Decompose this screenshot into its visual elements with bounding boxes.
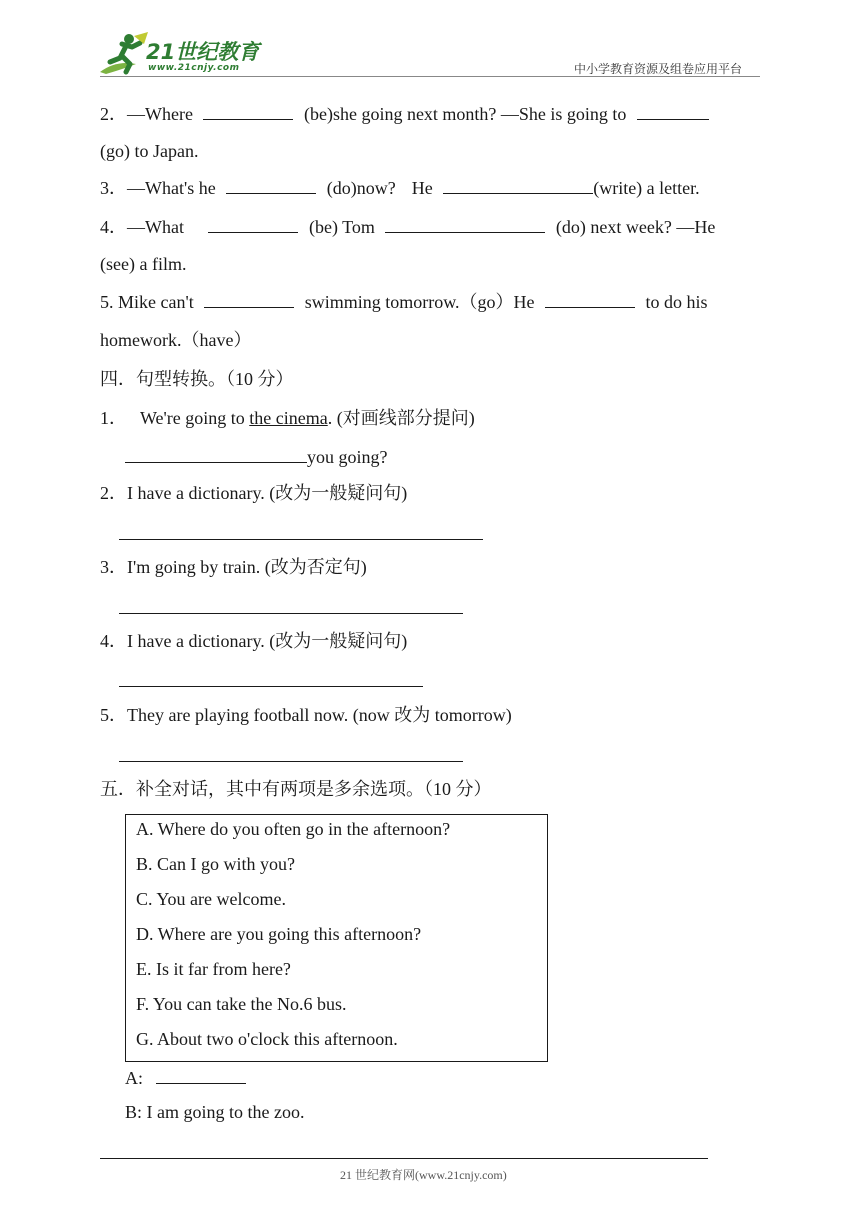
answer-blank[interactable] xyxy=(385,215,545,233)
question-5-cont: homework.（have） xyxy=(100,330,252,350)
transform-item-4: 4．I have a dictionary. (改为一般疑问句) xyxy=(100,631,408,651)
header-logo xyxy=(96,30,266,76)
answer-line[interactable] xyxy=(119,686,423,687)
footer-rule xyxy=(100,1158,708,1159)
question-number: 2． xyxy=(100,104,127,124)
dialog-line-b: B: I am going to the zoo. xyxy=(125,1102,305,1122)
answer-line[interactable] xyxy=(119,539,483,540)
answer-blank[interactable] xyxy=(443,176,593,194)
section-5-title: 五．补全对话，其中有两项是多余选项。（10 分） xyxy=(100,779,492,799)
header-right-text: 中小学教育资源及组卷应用平台 xyxy=(574,62,743,76)
answer-blank[interactable] xyxy=(545,290,635,308)
transform-item-1: 1． We're going to the cinema. (对画线部分提问) xyxy=(100,408,475,428)
dialog-line-a: A: xyxy=(125,1066,246,1089)
question-4: 4．—What (be) Tom (do) next week? —He xyxy=(100,217,716,237)
question-4-cont: (see) a film. xyxy=(100,254,187,274)
options-box xyxy=(125,814,548,1062)
option-b: B. Can I go with you? xyxy=(136,854,295,874)
question-number: 3． xyxy=(100,178,127,198)
option-f: F. You can take the No.6 bus. xyxy=(136,994,347,1014)
option-a: A. Where do you often go in the afternoon? xyxy=(136,819,451,839)
header-rule xyxy=(100,76,760,77)
answer-blank[interactable] xyxy=(156,1066,246,1084)
underlined-phrase: the cinema xyxy=(249,408,328,428)
option-e: E. Is it far from here? xyxy=(136,959,291,979)
option-g: G. About two o'clock this afternoon. xyxy=(136,1029,398,1049)
answer-blank[interactable] xyxy=(125,445,307,463)
footer-text: 21 世纪教育网(www.21cnjy.com) xyxy=(340,1168,507,1182)
answer-blank[interactable] xyxy=(204,290,294,308)
answer-blank[interactable] xyxy=(203,102,293,120)
transform-item-2: 2．I have a dictionary. (改为一般疑问句) xyxy=(100,483,408,503)
transform-item-5: 5．They are playing football now. (now 改为 tomorrow) xyxy=(100,705,512,725)
answer-blank[interactable] xyxy=(226,176,316,194)
option-c: C. You are welcome. xyxy=(136,889,286,909)
transform-answer-1: you going? xyxy=(125,445,388,468)
question-2-cont: (go) to Japan. xyxy=(100,141,199,161)
logo-url: www.21cnjy.com xyxy=(148,63,240,73)
question-number: 4． xyxy=(100,217,127,237)
question-2: 2．—Where (be)she going next month? —She is going to xyxy=(100,102,709,125)
answer-blank[interactable] xyxy=(637,102,709,120)
option-d: D. Where are you going this afternoon? xyxy=(136,924,422,944)
logo-text: 21世纪教育 xyxy=(146,40,260,64)
answer-line[interactable] xyxy=(119,613,463,614)
answer-line[interactable] xyxy=(119,761,463,762)
question-5: 5. Mike can't swimming tomorrow.（go）He to do his xyxy=(100,292,708,312)
transform-item-3: 3．I'm going by train. (改为否定句) xyxy=(100,557,367,577)
question-3: 3．—What's he (do)now? He (write) a letter. xyxy=(100,178,700,198)
answer-blank[interactable] xyxy=(208,215,298,233)
section-4-title: 四．句型转换。（10 分） xyxy=(100,369,294,389)
runner-logo-icon xyxy=(96,30,152,76)
